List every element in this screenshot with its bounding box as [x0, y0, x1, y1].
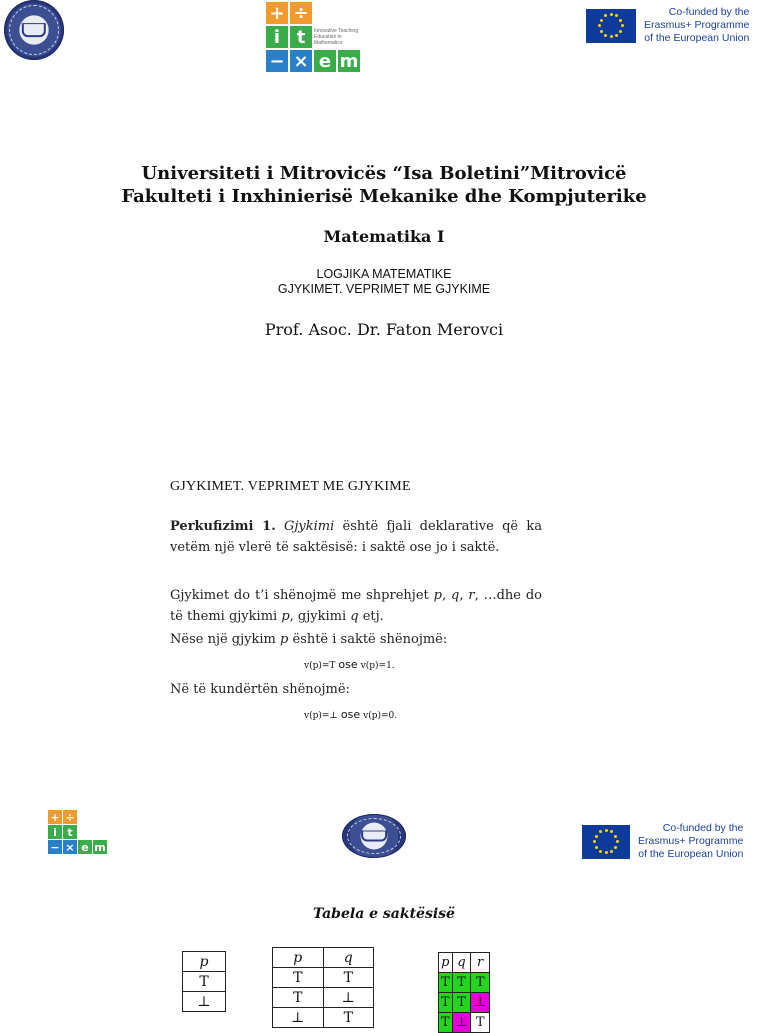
logo-divide-tile: ÷ [290, 2, 312, 24]
university-title [0, 162, 768, 208]
topic-line-2: GJYKIMET. VEPRIMET ME GJYKIME [277, 282, 491, 296]
cell: ⊥ [273, 1008, 324, 1028]
false-case-paragraph: Në të kundërtën shënojmë: [170, 682, 350, 697]
eu-star-icon [600, 30, 603, 33]
university-seal-logo-small [342, 814, 406, 858]
eu-star-icon [604, 14, 607, 17]
logo-i-tile: i [48, 825, 62, 839]
eu-star-icon [599, 850, 602, 853]
eu-star-icon [610, 850, 613, 853]
itxem-logo-small [48, 810, 107, 854]
notation-paragraph: Gjykimet do t’i shënojmë me shprehjet p, q, r, …dhe do të themi gjykimi p, gjykimi q etj. [170, 588, 543, 624]
logo-divide-tile: ÷ [63, 810, 77, 824]
cell-true: T [439, 973, 453, 993]
eu-text-line2: Erasmus+ Programme [644, 19, 750, 32]
eu-text-line1: Co-funded by the [668, 6, 750, 18]
header-r: r [471, 953, 490, 973]
eu-flag-icon [586, 9, 636, 43]
course-title: Matematika I [323, 227, 445, 246]
logo-i-tile: i [266, 26, 288, 48]
eu-star-icon [604, 34, 607, 37]
eu-star-icon [610, 13, 613, 16]
eu-star-icon [595, 835, 598, 838]
eu-text-line1: Co-funded by the [662, 822, 744, 834]
cell: T [323, 1008, 374, 1028]
logo-t-tile: t [63, 825, 77, 839]
eu-star-icon [600, 19, 603, 22]
cell-true: T [471, 1013, 490, 1033]
definition-paragraph: Perkufizimi 1. Gjykimi është fjali deklarative që ka vetëm një vlerë të saktësisë: i saktë ose jo i saktë. [170, 519, 543, 555]
logo-e-tile: e [314, 50, 336, 72]
header-p: p [273, 948, 324, 968]
cell-true: T [471, 973, 490, 993]
cell-false: ⊥ [471, 993, 490, 1013]
university-line-1: Universiteti i Mitrovicës “Isa Boletini”Mitrovicë [141, 163, 627, 184]
logo-m-tile: m [94, 840, 106, 854]
truth-table-two-variables [272, 947, 374, 1028]
definition-text: është fjali deklarative që ka vetëm një vlerë të saktësisë: i saktë ose jo i saktë. [170, 519, 543, 555]
logo-tagline: Innovative Teaching Education in Mathematics [314, 28, 359, 46]
logo-plus-tile: + [48, 810, 62, 824]
cell: T [183, 972, 226, 992]
eu-text-line2: Erasmus+ Programme [638, 835, 744, 848]
logo-plus-tile: + [266, 2, 288, 24]
university-seal-logo [4, 0, 64, 60]
eu-star-icon [610, 830, 613, 833]
formula-true: v(p)=T ose v(p)=1. [304, 658, 395, 671]
eu-star-icon [605, 829, 608, 832]
logo-minus-tile: − [266, 50, 288, 72]
eu-star-icon [614, 846, 617, 849]
eu-star-icon [615, 14, 618, 17]
truth-table-one-variable [182, 951, 226, 1012]
eu-star-icon [621, 24, 624, 27]
eu-star-icon [593, 840, 596, 843]
logo-minus-tile: − [48, 840, 62, 854]
eu-star-icon [615, 34, 618, 37]
definition-label: Perkufizimi 1 [170, 519, 272, 534]
eu-star-icon [595, 846, 598, 849]
eu-star-icon [598, 24, 601, 27]
header-p: p [439, 953, 453, 973]
formula-false: v(p)=⊥ ose v(p)=0. [304, 708, 398, 721]
eu-star-icon [616, 840, 619, 843]
cell: ⊥ [323, 988, 374, 1008]
topic-title [0, 267, 768, 297]
cell-true: T [452, 973, 471, 993]
section-title: GJYKIMET. VEPRIMET ME GJYKIME [170, 479, 411, 494]
cell: T [273, 968, 324, 988]
header-p: p [183, 952, 226, 972]
eu-text-line3: of the European Union [644, 32, 750, 45]
cell-true: T [439, 1013, 453, 1033]
erasmus-cofunded-logo-small [582, 822, 743, 861]
cell-true: T [439, 993, 453, 1013]
logo-t-tile: t [290, 26, 312, 48]
header-q: q [452, 953, 471, 973]
cell-false: ⊥ [452, 1013, 471, 1033]
cell: T [323, 968, 374, 988]
eu-text-line3: of the European Union [638, 848, 744, 861]
eu-star-icon [619, 30, 622, 33]
eu-star-icon [599, 830, 602, 833]
cell: T [273, 988, 324, 1008]
topic-line-1: LOGJIKA MATEMATIKE [316, 267, 452, 281]
true-case-paragraph: Nëse një gjykim p është i saktë shënojmë: [170, 632, 448, 647]
truth-table-three-variables [438, 952, 490, 1033]
itxem-logo [266, 2, 360, 72]
definition-term: Gjykimi [284, 519, 335, 534]
logo-e-tile: e [78, 840, 92, 854]
eu-star-icon [605, 851, 608, 854]
erasmus-cofunded-logo [586, 6, 749, 45]
header-q: q [323, 948, 374, 968]
eu-flag-icon [582, 825, 630, 859]
logo-m-tile: m [339, 50, 359, 72]
eu-star-icon [614, 835, 617, 838]
professor-name: Prof. Asoc. Dr. Faton Merovci [264, 320, 504, 339]
faculty-line: Fakulteti i Inxhinierisë Mekanike dhe Kompjuterike [121, 186, 647, 207]
truth-table-title: Tabela e saktësisë [313, 906, 455, 922]
eu-star-icon [610, 35, 613, 38]
logo-times-tile: × [290, 50, 312, 72]
cell-true: T [452, 993, 471, 1013]
cell: ⊥ [183, 992, 226, 1012]
eu-star-icon [619, 19, 622, 22]
logo-times-tile: × [63, 840, 77, 854]
